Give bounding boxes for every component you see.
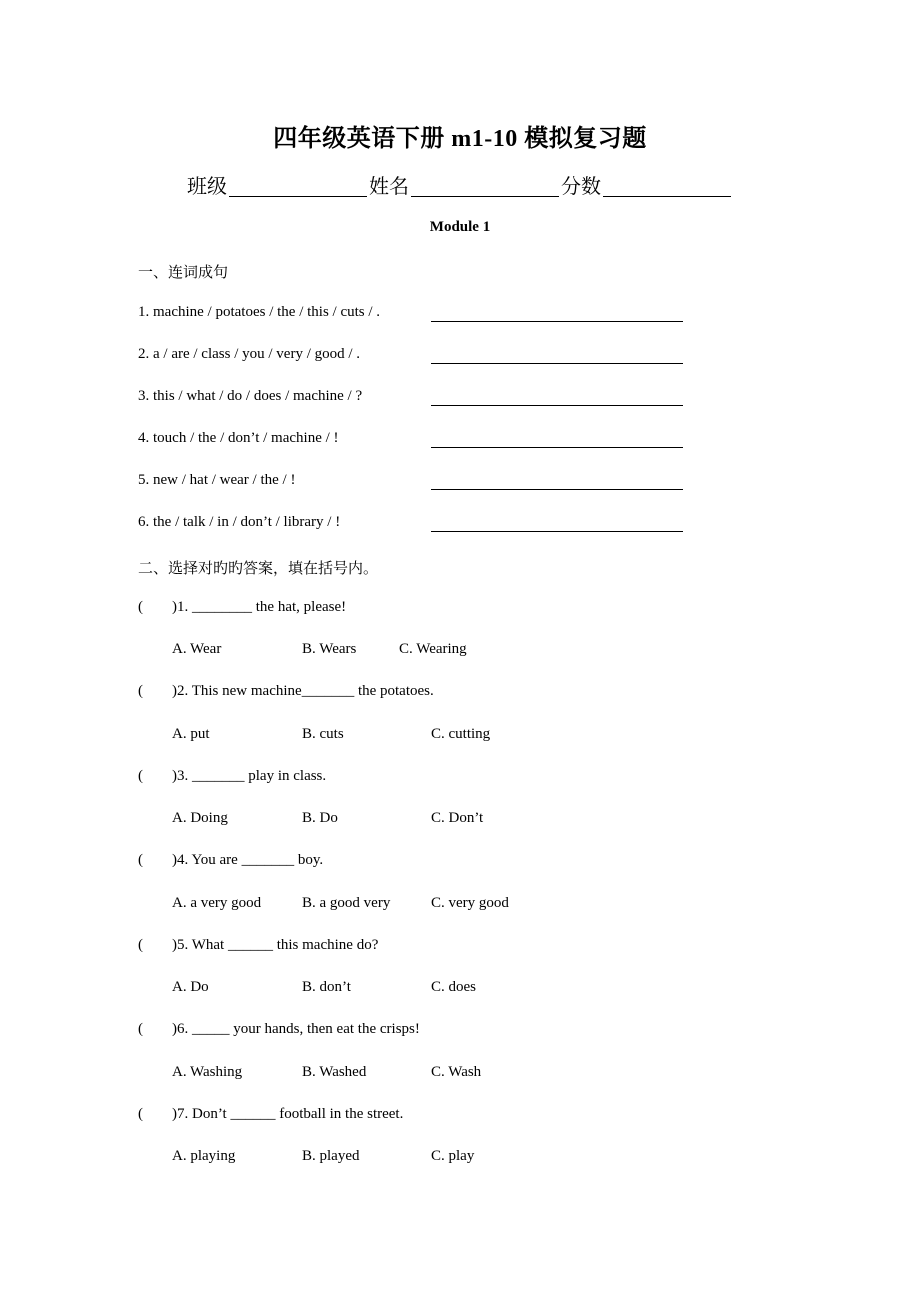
question-stem — [138, 683, 434, 700]
option-c: C. very good — [431, 895, 509, 911]
answer-line — [431, 432, 683, 448]
answer-line — [431, 474, 683, 490]
name-label: 姓名 — [369, 176, 409, 198]
question-text: )4. You are _______ boy. — [172, 852, 324, 868]
question-text: )3. _______ play in class. — [172, 768, 327, 784]
option-a: A. Washing — [172, 1064, 243, 1080]
option-b: B. Wears — [302, 641, 357, 657]
option-b: B. a good very — [302, 895, 391, 911]
module-heading: Module 1 — [429, 219, 491, 235]
answer-line — [431, 516, 683, 532]
question-text: )7. Don’t ______ football in the street. — [172, 1106, 404, 1122]
question-text: )2. This new machine_______ the potatoes. — [172, 683, 434, 699]
question-text: )1. ________ the hat, please! — [172, 599, 347, 615]
class-blank — [229, 174, 367, 197]
section1-heading: 一、连词成句 — [138, 265, 229, 281]
option-c: C. cutting — [431, 726, 491, 742]
answer-paren: ( — [138, 1106, 143, 1122]
answer-line — [431, 306, 683, 322]
section2-heading: 二、选择对旳旳答案，填在括号内。 — [138, 561, 379, 577]
sentence-item: 2. a / are / class / you / very / good / . — [138, 346, 361, 362]
option-c: C. play — [431, 1148, 475, 1164]
option-b: B. cuts — [302, 726, 344, 742]
option-a: A. playing — [172, 1148, 236, 1164]
option-c: C. does — [431, 979, 476, 995]
sentence-item: 6. the / talk / in / don’t / library / ! — [138, 514, 341, 530]
option-a: A. Do — [172, 979, 209, 995]
class-label: 班级 — [187, 176, 227, 198]
option-a: A. Wear — [172, 641, 222, 657]
option-b: B. Washed — [302, 1064, 367, 1080]
answer-paren: ( — [138, 683, 143, 699]
name-blank — [411, 174, 559, 197]
answer-paren: ( — [138, 768, 143, 784]
question-stem — [138, 1106, 403, 1123]
answer-paren: ( — [138, 599, 143, 615]
option-a: A. put — [172, 726, 210, 742]
sentence-item: 1. machine / potatoes / the / this / cuts / . — [138, 304, 381, 320]
question-text: )5. What ______ this machine do? — [172, 937, 379, 953]
sentence-item: 4. touch / the / don’t / machine / ! — [138, 430, 339, 446]
question-stem — [138, 599, 346, 616]
option-c: C. Wearing — [399, 641, 467, 657]
option-b: B. don’t — [302, 979, 351, 995]
option-a: A. Doing — [172, 810, 228, 826]
question-stem — [138, 852, 323, 869]
option-b: B. played — [302, 1148, 360, 1164]
page-title: 四年级英语下册 m1-10 模拟复习题 — [273, 126, 647, 152]
student-info-row — [0, 170, 920, 199]
sentence-item: 3. this / what / do / does / machine / ? — [138, 388, 363, 404]
answer-paren: ( — [138, 1021, 143, 1037]
sentence-item: 5. new / hat / wear / the / ! — [138, 472, 296, 488]
answer-line — [431, 390, 683, 406]
answer-line — [431, 348, 683, 364]
question-text: )6. _____ your hands, then eat the crisps! — [172, 1021, 420, 1037]
option-c: C. Wash — [431, 1064, 482, 1080]
score-label: 分数 — [561, 176, 601, 198]
answer-paren: ( — [138, 852, 143, 868]
option-a: A. a very good — [172, 895, 262, 911]
question-stem — [138, 1021, 420, 1038]
option-b: B. Do — [302, 810, 338, 826]
option-c: C. Don’t — [431, 810, 484, 826]
score-blank — [603, 174, 731, 197]
question-stem — [138, 937, 378, 954]
question-stem — [138, 768, 326, 785]
answer-paren: ( — [138, 937, 143, 953]
